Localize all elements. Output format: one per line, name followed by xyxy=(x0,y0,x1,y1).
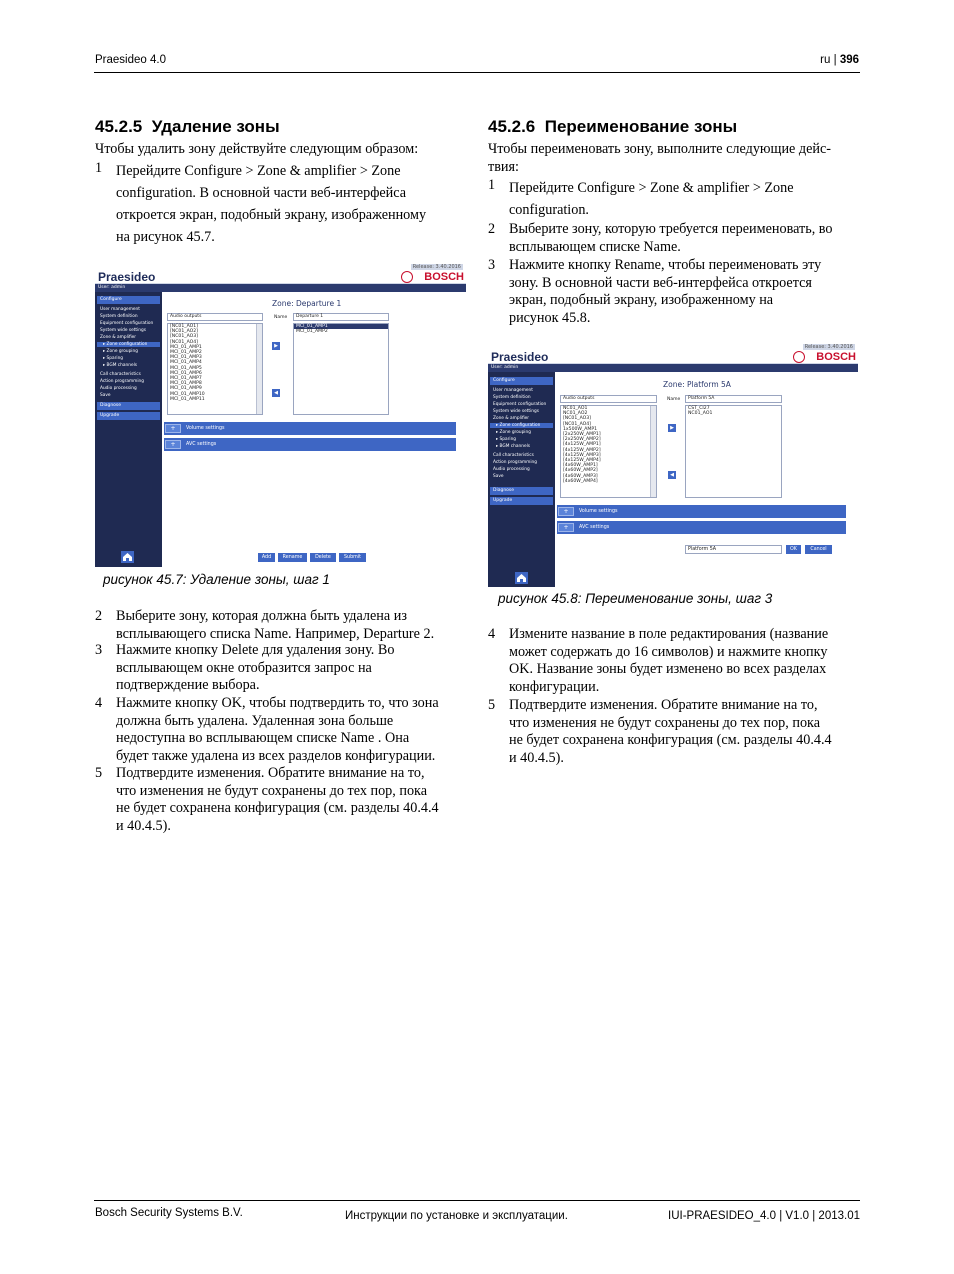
zone-name-select[interactable]: Platform 5A xyxy=(685,395,782,403)
list-item-selected[interactable]: MCI_01_AMP1 xyxy=(294,324,388,329)
right-step-line: Перейдите Configure > Zone & amplifier > Zone xyxy=(509,180,794,196)
list-item[interactable]: MCI_01_AMP10 xyxy=(170,391,205,397)
header-page-number: 396 xyxy=(839,54,859,66)
bosch-logo-icon xyxy=(793,351,805,363)
right-step-line: Выберите зону, которую требуется переименовать, во xyxy=(509,221,833,237)
list-item[interactable]: [4x60W_AMP1] xyxy=(563,463,598,469)
menu-item[interactable]: Zone & amplifier xyxy=(493,416,530,421)
menu-sub-item[interactable]: ▸ Sparing xyxy=(103,356,124,361)
left-step-number: 3 xyxy=(95,642,103,658)
left-step-line: всплывающего списка Name. Например, Departure 2. xyxy=(116,625,435,642)
menu-configure[interactable]: Configure xyxy=(490,377,553,385)
right-step-line: всплывающем списке Name. xyxy=(509,238,681,255)
menu-upgrade[interactable]: Upgrade xyxy=(490,497,553,505)
avc-settings-label: AVC settings xyxy=(579,525,610,530)
user-bar: User: admin xyxy=(95,284,466,292)
volume-settings-label: Volume settings xyxy=(579,509,618,514)
list-item[interactable]: [NC01_AO3] xyxy=(563,416,591,422)
left-step-1-line: откроется экран, подобный экрану, изображенному xyxy=(116,207,427,223)
cancel-button[interactable]: Cancel xyxy=(805,545,832,554)
figure-45-7-screenshot xyxy=(95,264,466,567)
header-lang: ru xyxy=(820,54,831,66)
list-item[interactable]: [4x60W_AMP4] xyxy=(563,478,598,484)
left-step-1-line: на рисунок 45.7. xyxy=(116,229,215,245)
menu-item[interactable]: User management xyxy=(100,307,140,312)
list-item[interactable]: NC01_AO1 xyxy=(563,406,588,411)
header-product: Praesideo 4.0 xyxy=(95,54,166,66)
menu-sub-item-selected[interactable]: ▸ Zone configuration xyxy=(490,423,553,428)
name-label: Name xyxy=(274,315,288,320)
left-step-line: всплывающем окне отобразится запрос на xyxy=(116,659,372,676)
zone-members-list[interactable] xyxy=(685,405,782,498)
right-step-line: может содержать до 16 символов) и нажмите кнопку xyxy=(509,643,828,660)
menu-sub-item[interactable]: ▸ BGM channels xyxy=(103,363,138,368)
right-intro-line: твия: xyxy=(488,158,519,175)
footer-company: Bosch Security Systems B.V. xyxy=(95,1207,243,1219)
footer-doc-ref: IUI-PRAESIDEO_4.0 | V1.0 | 2013.01 xyxy=(668,1210,860,1222)
left-step-line: что изменения не будут сохранены до тех пор, пока xyxy=(116,782,428,799)
user-bar: User: admin xyxy=(488,364,858,372)
zone-members-list[interactable] xyxy=(293,323,389,415)
menu-configure[interactable]: Configure xyxy=(97,296,160,304)
right-heading xyxy=(488,117,737,137)
release-label: Release: 3.40.2016 xyxy=(412,264,461,270)
list-item[interactable]: [4x60W_AMP2] xyxy=(563,468,598,474)
right-step-line: экран, подобный экрану, изображенному на xyxy=(509,292,774,308)
left-heading-number: 45.2.5 xyxy=(95,117,143,136)
menu-item[interactable]: Audio processing xyxy=(100,386,137,391)
right-step-line: Подтвердите изменения. Обратите внимание на то, xyxy=(509,697,818,713)
list-item[interactable]: CST_CI27 xyxy=(688,406,710,411)
praesideo-logo: Praesideo xyxy=(491,350,549,364)
right-intro-line: Чтобы переименовать зону, выполните следующие дейс- xyxy=(488,141,832,157)
audio-outputs-list[interactable] xyxy=(167,323,263,415)
volume-settings-label: Volume settings xyxy=(186,426,225,431)
list-item[interactable]: MCI_01_AMP6 xyxy=(170,370,202,376)
right-step-line: не будет сохранена конфигурация (см. разделы 40.4.4 xyxy=(509,732,832,748)
left-step-number: 2 xyxy=(95,608,103,624)
right-heading-title: Переименование зоны xyxy=(544,117,738,136)
left-step-line: недоступна во всплывающем списке Name . Она xyxy=(116,730,410,746)
list-item[interactable]: MCI_01_AMP11 xyxy=(170,396,205,402)
left-step-line: будет также удалена из всех разделов конфигурации. xyxy=(116,747,436,764)
menu-diagnose[interactable]: Diagnose xyxy=(97,402,160,410)
list-item[interactable]: NC01_AO1 xyxy=(688,411,713,417)
left-step-line: подтверждение выбора. xyxy=(116,677,260,693)
right-step-line: зону. В основной части веб-интерфейса откроется xyxy=(509,274,812,291)
menu-item[interactable]: Action programming xyxy=(100,379,144,384)
delete-button[interactable]: Delete xyxy=(310,553,336,562)
menu-item[interactable]: Call characteristics xyxy=(100,372,141,377)
audio-outputs-select[interactable]: Audio outputs xyxy=(167,313,263,321)
submit-button[interactable]: Submit xyxy=(339,553,366,562)
left-heading xyxy=(95,117,280,137)
list-item[interactable]: MCI_01_AMP2 xyxy=(170,350,202,356)
left-step-line: не будет сохранена конфигурация (см. разделы 40.4.4 xyxy=(116,800,439,816)
right-step-number: 2 xyxy=(488,221,496,237)
list-item[interactable]: [4x125W_AMP1] xyxy=(563,442,601,448)
expand-plus-icon[interactable]: + xyxy=(558,523,574,532)
figure-45-8-caption: рисунок 45.8: Переименование зоны, шаг 3 xyxy=(498,591,773,606)
avc-settings-bar[interactable] xyxy=(164,438,456,451)
menu-sub-item-selected[interactable]: ▸ Zone configuration xyxy=(97,342,160,347)
footer-doc-title: Инструкции по установке и эксплуатации. xyxy=(345,1210,568,1222)
menu-item[interactable]: Zone & amplifier xyxy=(100,335,137,340)
expand-plus-icon[interactable]: + xyxy=(165,424,181,433)
bosch-logo: BOSCH xyxy=(816,351,856,363)
volume-settings-bar[interactable] xyxy=(557,505,846,518)
figure-45-7-caption: рисунок 45.7: Удаление зоны, шаг 1 xyxy=(103,572,330,587)
left-step-line: Подтвердите изменения. Обратите внимание на то, xyxy=(116,765,425,781)
left-step-line: и 40.4.5). xyxy=(116,817,171,834)
menu-item[interactable]: System definition xyxy=(100,314,138,319)
home-icon[interactable] xyxy=(515,572,528,584)
right-step-line: рисунок 45.8. xyxy=(509,309,591,326)
expand-plus-icon[interactable]: + xyxy=(558,507,574,516)
header-page-info xyxy=(820,54,859,66)
zone-name-select[interactable]: Departure 1 xyxy=(293,313,389,321)
list-item[interactable]: [NC01_AO4] xyxy=(170,339,198,345)
list-item[interactable]: NC01_AO2 xyxy=(563,411,588,417)
list-item[interactable]: MCI_01_AMP7 xyxy=(170,376,202,382)
list-item[interactable]: MCI_01_AMP8 xyxy=(170,381,202,387)
bosch-logo: BOSCH xyxy=(424,271,464,283)
avc-settings-label: AVC settings xyxy=(186,442,217,447)
sidebar xyxy=(95,292,162,567)
list-item[interactable]: [4x60W_AMP3] xyxy=(563,473,598,479)
left-step-line: должна быть удалена. Удаленная зона больше xyxy=(116,712,394,729)
list-item[interactable]: [NC01_AO4] xyxy=(563,421,591,427)
add-to-zone-arrow-icon[interactable]: ▶ xyxy=(272,342,280,350)
header-rule xyxy=(94,72,860,73)
add-to-zone-arrow-icon[interactable]: ▶ xyxy=(668,424,676,432)
list-item[interactable]: [2x250W_AMP1] xyxy=(563,432,601,438)
menu-item[interactable]: System wide settings xyxy=(493,409,539,414)
menu-item[interactable]: Save xyxy=(100,393,111,398)
audio-outputs-select[interactable]: Audio outputs xyxy=(560,395,657,403)
menu-item[interactable]: Action programming xyxy=(493,460,537,465)
avc-settings-bar[interactable] xyxy=(557,521,846,534)
remove-from-zone-arrow-icon[interactable]: ◀ xyxy=(272,389,280,397)
right-heading-number: 45.2.6 xyxy=(488,117,536,136)
right-step-line: OK. Название зоны будет изменено во всех разделах xyxy=(509,661,827,677)
left-step-line: Выберите зону, которая должна быть удалена из xyxy=(116,608,407,624)
menu-sub-item[interactable]: ▸ BGM channels xyxy=(496,444,531,449)
add-button[interactable]: Add xyxy=(258,553,275,562)
list-item[interactable]: [NC01_AO1] xyxy=(170,324,198,329)
list-scrollbar[interactable] xyxy=(256,324,262,414)
menu-diagnose[interactable]: Diagnose xyxy=(490,487,553,495)
left-heading-title: Удаление зоны xyxy=(151,117,280,136)
left-step-1-line: Перейдите Configure > Zone & amplifier > Zone xyxy=(116,163,401,179)
list-item[interactable]: [2x250W_AMP2] xyxy=(563,437,601,443)
zone-title: Zone: Departure 1 xyxy=(272,299,342,308)
left-step-line: Нажмите кнопку OK, чтобы подтвердить то, что зона xyxy=(116,695,439,711)
right-step-number: 3 xyxy=(488,257,496,273)
right-step-line: что изменения не будут сохранены до тех пор, пока xyxy=(509,714,821,731)
right-step-line: конфигурации. xyxy=(509,678,600,695)
release-label: Release: 3.40.2016 xyxy=(804,344,853,350)
menu-upgrade[interactable]: Upgrade xyxy=(97,412,160,420)
list-item[interactable]: [NC01_AO3] xyxy=(170,334,198,340)
right-step-line: и 40.4.5). xyxy=(509,749,564,766)
main-panel xyxy=(162,292,466,567)
list-item[interactable]: MCI_01_AMP5 xyxy=(170,365,202,371)
zone-title: Zone: Platform 5A xyxy=(663,380,731,389)
right-step-line: configuration. xyxy=(509,202,589,218)
name-label: Name xyxy=(667,397,681,402)
list-item[interactable]: [4x125W_AMP2] xyxy=(563,447,601,453)
list-item[interactable]: 1x500W_AMP1 xyxy=(563,426,598,432)
right-step-number: 1 xyxy=(488,177,496,193)
figure-45-8-screenshot xyxy=(488,344,858,587)
left-step-line: Нажмите кнопку Delete для удаления зону. Во xyxy=(116,642,395,658)
home-icon[interactable] xyxy=(121,551,134,563)
menu-item[interactable]: Equipment configuration xyxy=(100,321,154,326)
footer-rule xyxy=(94,1200,860,1201)
right-step-line: Нажмите кнопку Rename, чтобы переименовать эту xyxy=(509,257,822,273)
menu-sub-item[interactable]: ▸ Zone grouping xyxy=(496,430,531,435)
praesideo-logo: Praesideo xyxy=(98,270,156,284)
volume-settings-bar[interactable] xyxy=(164,422,456,435)
list-item[interactable]: MCI_01_AMP1 xyxy=(170,344,202,350)
menu-sub-item[interactable]: ▸ Zone grouping xyxy=(103,349,138,354)
menu-item[interactable]: User management xyxy=(493,388,533,393)
list-item[interactable]: [4x125W_AMP3] xyxy=(563,452,601,458)
expand-plus-icon[interactable]: + xyxy=(165,440,181,449)
list-item[interactable]: MCI_01_AMP4 xyxy=(170,360,202,366)
left-step-number: 4 xyxy=(95,695,103,711)
remove-from-zone-arrow-icon[interactable]: ◀ xyxy=(668,471,676,479)
menu-item[interactable]: System definition xyxy=(493,395,531,400)
list-item[interactable]: MCI_01_AMP3 xyxy=(170,355,202,361)
left-step-number: 5 xyxy=(95,765,103,781)
header-separator: | xyxy=(833,54,837,66)
right-step-line: Измените название в поле редактирования (название xyxy=(509,626,829,642)
left-intro: Чтобы удалить зону действуйте следующим образом: xyxy=(95,141,419,157)
audio-outputs-list[interactable] xyxy=(560,405,657,498)
list-item[interactable]: [4x125W_AMP4] xyxy=(563,458,601,464)
menu-item[interactable]: Equipment configuration xyxy=(493,402,547,407)
zone-rename-input[interactable]: Platform 5A xyxy=(685,545,782,554)
list-item[interactable]: MCI_01_AMP2 xyxy=(296,329,328,335)
right-step-number: 4 xyxy=(488,626,496,642)
list-item[interactable]: [NC01_AO2] xyxy=(170,329,198,335)
menu-sub-item[interactable]: ▸ Sparing xyxy=(496,437,517,442)
list-item[interactable]: MCI_01_AMP9 xyxy=(170,386,202,392)
main-panel xyxy=(555,372,858,587)
bosch-logo-icon xyxy=(401,271,413,283)
right-step-number: 5 xyxy=(488,697,496,713)
rename-button[interactable]: Rename xyxy=(278,553,307,562)
ok-button[interactable]: OK xyxy=(786,545,801,554)
menu-item[interactable]: Save xyxy=(493,474,504,479)
right-intro xyxy=(488,141,831,176)
menu-item[interactable]: Call characteristics xyxy=(493,453,534,458)
menu-item[interactable]: System wide settings xyxy=(100,328,146,333)
left-step-1-number: 1 xyxy=(95,160,103,176)
list-scrollbar[interactable] xyxy=(650,406,656,497)
menu-item[interactable]: Audio processing xyxy=(493,467,530,472)
left-step-1-line: configuration. В основной части веб-интерфейса xyxy=(116,185,407,201)
sidebar xyxy=(488,372,555,587)
